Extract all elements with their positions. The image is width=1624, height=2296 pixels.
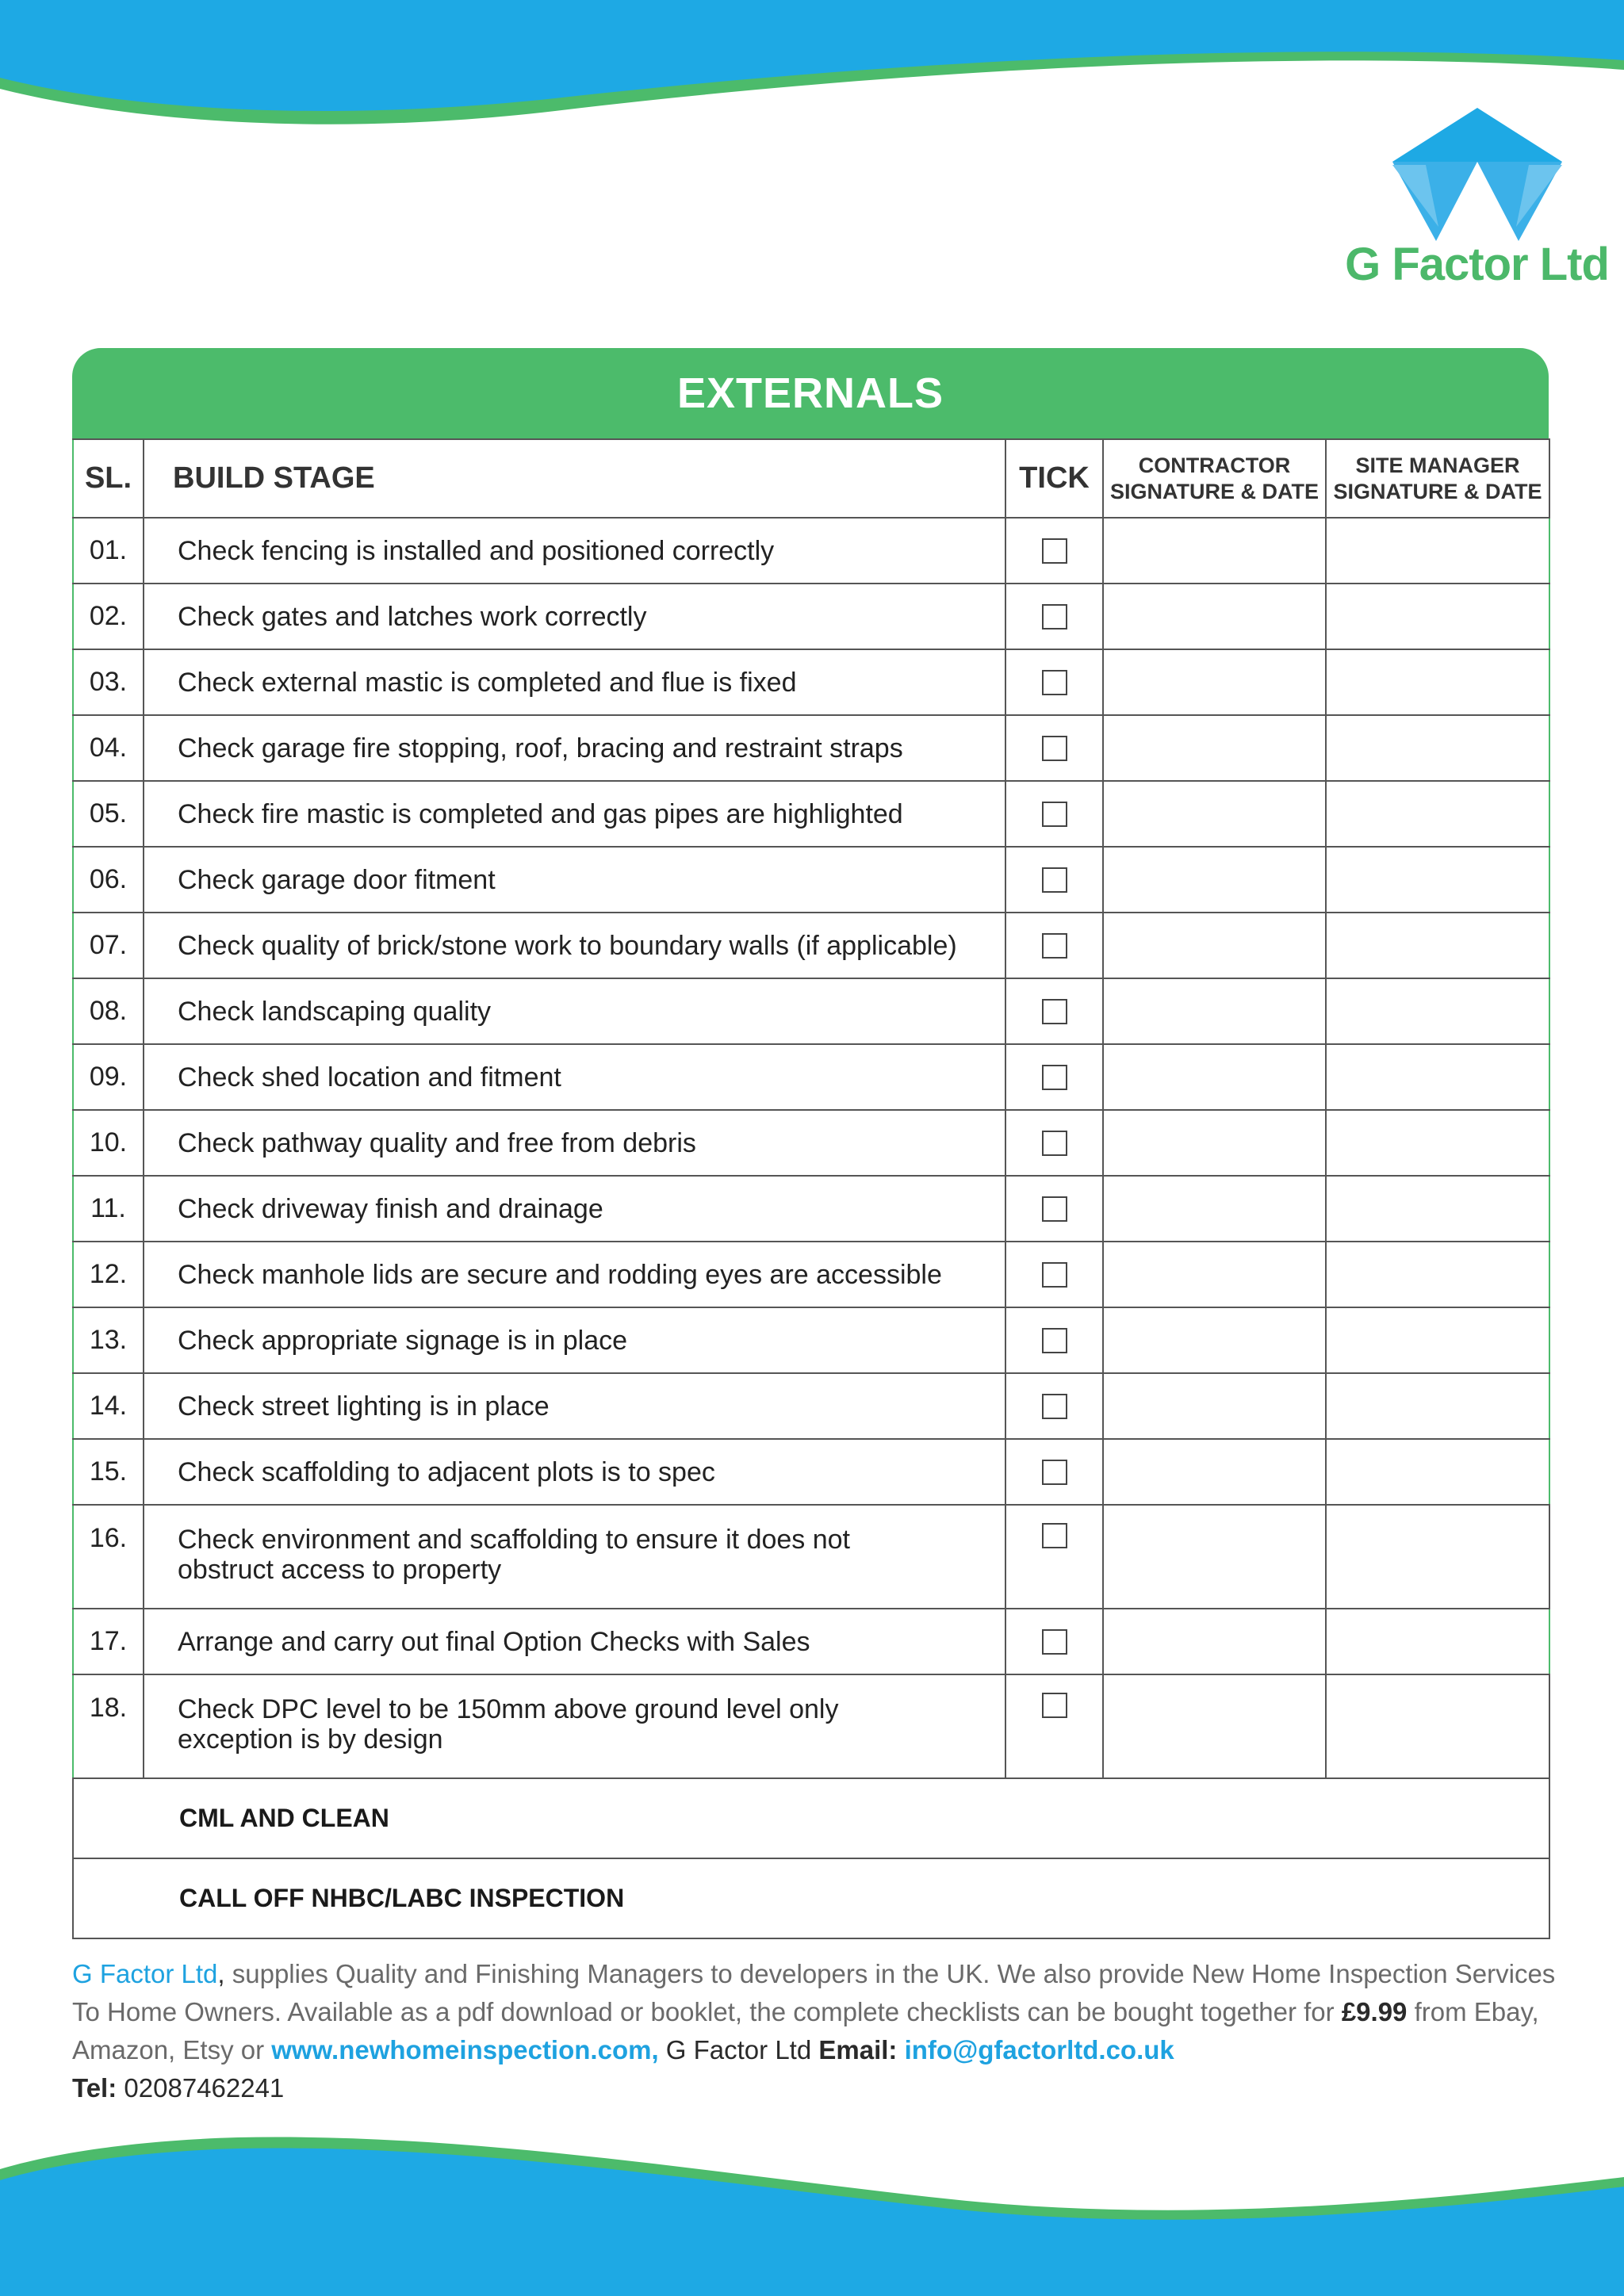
tick-checkbox[interactable] xyxy=(1042,670,1067,695)
tick-cell[interactable] xyxy=(1005,1110,1103,1176)
contractor-signature-cell[interactable] xyxy=(1103,781,1326,847)
final-row-label: CALL OFF NHBC/LABC INSPECTION xyxy=(73,1858,1549,1938)
tick-cell[interactable] xyxy=(1005,978,1103,1044)
build-stage-text: Check driveway finish and drainage xyxy=(144,1176,1005,1242)
build-stage-text: Check gates and latches work correctly xyxy=(144,584,1005,649)
site-manager-signature-cell[interactable] xyxy=(1326,1674,1549,1778)
contractor-signature-cell[interactable] xyxy=(1103,978,1326,1044)
build-stage-text: Check environment and scaffolding to ensure it does not obstruct access to property xyxy=(144,1505,1005,1609)
contractor-signature-cell[interactable] xyxy=(1103,1242,1326,1307)
row-number: 12. xyxy=(73,1242,144,1307)
contractor-signature-cell[interactable] xyxy=(1103,1044,1326,1110)
site-manager-signature-cell[interactable] xyxy=(1326,1373,1549,1439)
site-manager-signature-cell[interactable] xyxy=(1326,913,1549,978)
table-row xyxy=(73,1044,1549,1110)
section-banner xyxy=(72,348,1549,438)
contractor-signature-cell[interactable] xyxy=(1103,847,1326,913)
logo-text: G Factor Ltd xyxy=(1345,239,1609,290)
contractor-signature-cell[interactable] xyxy=(1103,913,1326,978)
site-manager-signature-cell[interactable] xyxy=(1326,715,1549,781)
tick-checkbox[interactable] xyxy=(1042,1693,1067,1718)
tick-checkbox[interactable] xyxy=(1042,802,1067,827)
row-number: 02. xyxy=(73,584,144,649)
build-stage-text: Check landscaping quality xyxy=(144,978,1005,1044)
build-stage-text: Check garage door fitment xyxy=(144,847,1005,913)
tick-cell[interactable] xyxy=(1005,1373,1103,1439)
row-number: 07. xyxy=(73,913,144,978)
build-stage-text: Check fencing is installed and positioned correctly xyxy=(144,518,1005,584)
table-row xyxy=(73,1110,1549,1176)
tick-checkbox[interactable] xyxy=(1042,1196,1067,1222)
footer-tel-label: Tel: xyxy=(72,2073,117,2103)
footer-separator: , xyxy=(217,1959,225,1988)
site-manager-signature-cell[interactable] xyxy=(1326,1609,1549,1674)
site-manager-signature-cell[interactable] xyxy=(1326,781,1549,847)
footer-blurb: supplies Quality and Finishing Managers to developers in the UK. We also provide New Home Inspection Services To Home Owners. Available as a pdf download or booklet, the complete checklists can be bought together for xyxy=(72,1959,1556,2026)
contractor-signature-cell[interactable] xyxy=(1103,584,1326,649)
company-logo xyxy=(1340,103,1614,293)
footer-company-name-2: G Factor Ltd xyxy=(658,2035,819,2064)
tick-checkbox[interactable] xyxy=(1042,999,1067,1024)
table-row xyxy=(73,1373,1549,1439)
site-manager-signature-cell[interactable] xyxy=(1326,1176,1549,1242)
section-title: EXTERNALS xyxy=(676,369,944,417)
tick-checkbox[interactable] xyxy=(1042,1065,1067,1090)
table-row xyxy=(73,1307,1549,1373)
contractor-signature-cell[interactable] xyxy=(1103,649,1326,715)
footer-email-label: Email: xyxy=(818,2035,898,2064)
final-row xyxy=(73,1858,1549,1938)
site-manager-signature-cell[interactable] xyxy=(1326,1044,1549,1110)
row-number: 03. xyxy=(73,649,144,715)
table-row xyxy=(73,1176,1549,1242)
bottom-wave-decoration xyxy=(0,2106,1624,2296)
site-manager-signature-cell[interactable] xyxy=(1326,649,1549,715)
final-row xyxy=(73,1778,1549,1858)
contractor-signature-cell[interactable] xyxy=(1103,518,1326,584)
row-number: 13. xyxy=(73,1307,144,1373)
tick-cell[interactable] xyxy=(1005,1674,1103,1778)
footer-price: £9.99 xyxy=(1341,1997,1408,2026)
tick-cell[interactable] xyxy=(1005,1505,1103,1609)
column-header-contractor xyxy=(1103,439,1326,518)
build-stage-text: Check manhole lids are secure and rodding eyes are accessible xyxy=(144,1242,1005,1307)
column-header-build-stage: BUILD STAGE xyxy=(144,439,1005,518)
table-row xyxy=(73,518,1549,584)
tick-checkbox[interactable] xyxy=(1042,1629,1067,1655)
row-number: 10. xyxy=(73,1110,144,1176)
site-manager-signature-cell[interactable] xyxy=(1326,584,1549,649)
tick-cell[interactable] xyxy=(1005,781,1103,847)
tick-cell[interactable] xyxy=(1005,1044,1103,1110)
table-row xyxy=(73,978,1549,1044)
table-row xyxy=(73,1505,1549,1609)
site-manager-signature-cell[interactable] xyxy=(1326,978,1549,1044)
tick-checkbox[interactable] xyxy=(1042,867,1067,893)
row-number: 04. xyxy=(73,715,144,781)
tick-checkbox[interactable] xyxy=(1042,933,1067,959)
column-header-site-manager xyxy=(1326,439,1549,518)
tick-checkbox[interactable] xyxy=(1042,736,1067,761)
build-stage-text: Check quality of brick/stone work to boundary walls (if applicable) xyxy=(144,913,1005,978)
column-header-contractor-line2: SIGNATURE & DATE xyxy=(1110,479,1319,503)
contractor-signature-cell[interactable] xyxy=(1103,1373,1326,1439)
site-manager-signature-cell[interactable] xyxy=(1326,1110,1549,1176)
column-header-sl: SL. xyxy=(73,439,144,518)
build-stage-text: Arrange and carry out final Option Checks with Sales xyxy=(144,1609,1005,1674)
tick-cell[interactable] xyxy=(1005,715,1103,781)
contractor-signature-cell[interactable] xyxy=(1103,1176,1326,1242)
tick-checkbox[interactable] xyxy=(1042,1523,1067,1548)
build-stage-text: Check appropriate signage is in place xyxy=(144,1307,1005,1373)
contractor-signature-cell[interactable] xyxy=(1103,1674,1326,1778)
tick-cell[interactable] xyxy=(1005,1439,1103,1505)
footer-email-link[interactable]: info@gfactorltd.co.uk xyxy=(904,2035,1174,2064)
row-number: 08. xyxy=(73,978,144,1044)
footer-stores: from Ebay, Amazon, Etsy or xyxy=(72,1997,1539,2064)
column-header-manager-line2: SIGNATURE & DATE xyxy=(1333,479,1542,503)
footer-tel: 02087462241 xyxy=(117,2073,285,2103)
footer-paragraph xyxy=(72,1955,1563,2107)
table-row xyxy=(73,1242,1549,1307)
contractor-signature-cell[interactable] xyxy=(1103,1505,1326,1609)
row-number: 05. xyxy=(73,781,144,847)
site-manager-signature-cell[interactable] xyxy=(1326,1307,1549,1373)
table-row xyxy=(73,781,1549,847)
build-stage-text: Check external mastic is completed and flue is fixed xyxy=(144,649,1005,715)
site-manager-signature-cell[interactable] xyxy=(1326,847,1549,913)
row-number: 16. xyxy=(73,1505,144,1609)
tick-checkbox[interactable] xyxy=(1042,1394,1067,1419)
tick-cell[interactable] xyxy=(1005,1242,1103,1307)
row-number: 06. xyxy=(73,847,144,913)
build-stage-text: Check scaffolding to adjacent plots is to spec xyxy=(144,1439,1005,1505)
row-number: 15. xyxy=(73,1439,144,1505)
table-row xyxy=(73,715,1549,781)
site-manager-signature-cell[interactable] xyxy=(1326,1242,1549,1307)
contractor-signature-cell[interactable] xyxy=(1103,1439,1326,1505)
column-header-contractor-line1: CONTRACTOR xyxy=(1138,453,1291,477)
tick-checkbox[interactable] xyxy=(1042,1262,1067,1288)
footer-company-name: G Factor Ltd xyxy=(72,1959,218,1988)
star-diamond-icon xyxy=(1378,108,1576,243)
contractor-signature-cell[interactable] xyxy=(1103,1110,1326,1176)
tick-cell[interactable] xyxy=(1005,847,1103,913)
tick-checkbox[interactable] xyxy=(1042,538,1067,564)
tick-cell[interactable] xyxy=(1005,1609,1103,1674)
table-header-row xyxy=(73,439,1549,518)
row-number: 17. xyxy=(73,1609,144,1674)
checklist-table xyxy=(72,438,1550,1939)
table-row xyxy=(73,913,1549,978)
table-row xyxy=(73,584,1549,649)
tick-cell[interactable] xyxy=(1005,649,1103,715)
build-stage-text: Check DPC level to be 150mm above ground level only exception is by design xyxy=(144,1674,1005,1778)
table-row xyxy=(73,1609,1549,1674)
row-number: 09. xyxy=(73,1044,144,1110)
tick-checkbox[interactable] xyxy=(1042,1460,1067,1485)
column-header-tick: TICK xyxy=(1005,439,1103,518)
tick-checkbox[interactable] xyxy=(1042,1328,1067,1353)
tick-checkbox[interactable] xyxy=(1042,604,1067,629)
site-manager-signature-cell[interactable] xyxy=(1326,518,1549,584)
tick-cell[interactable] xyxy=(1005,1307,1103,1373)
tick-cell[interactable] xyxy=(1005,1176,1103,1242)
contractor-signature-cell[interactable] xyxy=(1103,1307,1326,1373)
row-number: 01. xyxy=(73,518,144,584)
row-number: 11. xyxy=(73,1176,144,1242)
build-stage-text: Check garage fire stopping, roof, bracing and restraint straps xyxy=(144,715,1005,781)
build-stage-text: Check pathway quality and free from debris xyxy=(144,1110,1005,1176)
final-row-label: CML AND CLEAN xyxy=(73,1778,1549,1858)
contractor-signature-cell[interactable] xyxy=(1103,715,1326,781)
tick-cell[interactable] xyxy=(1005,584,1103,649)
site-manager-signature-cell[interactable] xyxy=(1326,1439,1549,1505)
table-row xyxy=(73,1674,1549,1778)
table-row xyxy=(73,649,1549,715)
build-stage-text: Check street lighting is in place xyxy=(144,1373,1005,1439)
footer-website-link[interactable]: www.newhomeinspection.com, xyxy=(271,2035,659,2064)
row-number: 14. xyxy=(73,1373,144,1439)
tick-cell[interactable] xyxy=(1005,913,1103,978)
tick-checkbox[interactable] xyxy=(1042,1131,1067,1156)
build-stage-text: Check shed location and fitment xyxy=(144,1044,1005,1110)
checklist-sheet xyxy=(72,348,1549,1939)
contractor-signature-cell[interactable] xyxy=(1103,1609,1326,1674)
table-row xyxy=(73,1439,1549,1505)
build-stage-text: Check fire mastic is completed and gas pipes are highlighted xyxy=(144,781,1005,847)
table-row xyxy=(73,847,1549,913)
column-header-manager-line1: SITE MANAGER xyxy=(1355,453,1520,477)
site-manager-signature-cell[interactable] xyxy=(1326,1505,1549,1609)
tick-cell[interactable] xyxy=(1005,518,1103,584)
row-number: 18. xyxy=(73,1674,144,1778)
